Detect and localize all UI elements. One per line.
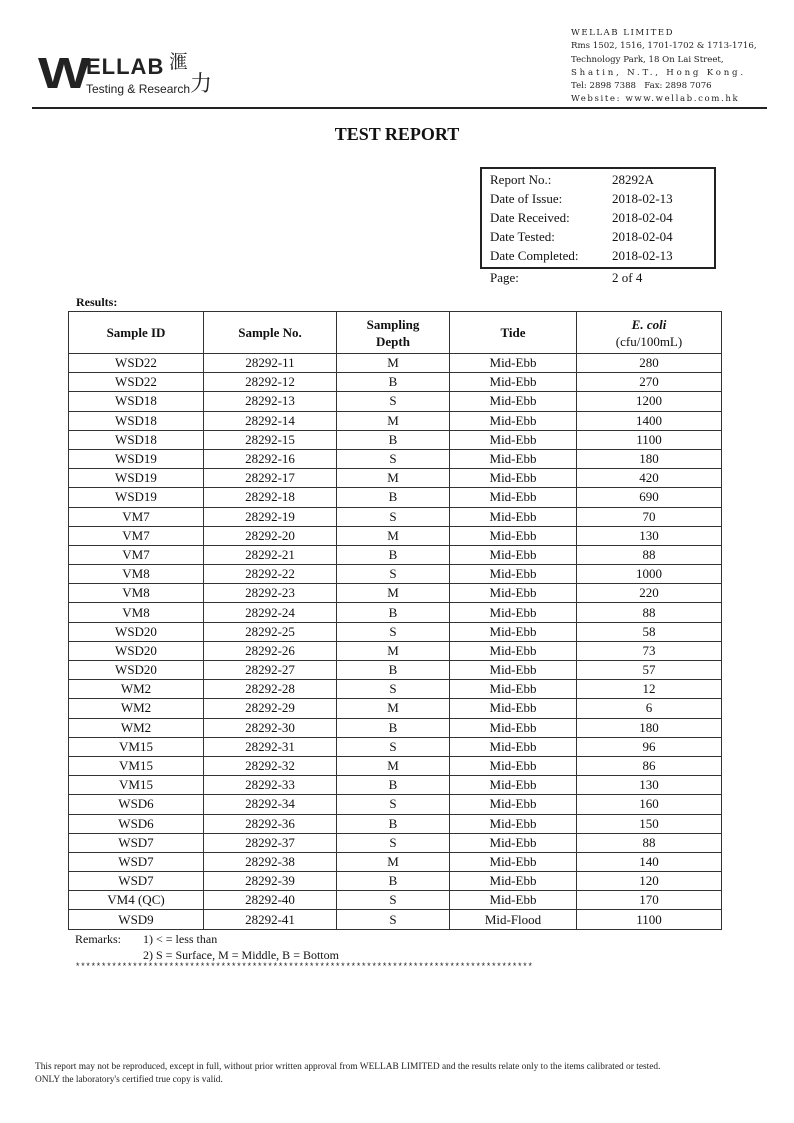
cell-ecoli: 1000 (577, 565, 722, 584)
cell-ecoli: 1400 (577, 411, 722, 430)
cell-sample-no: 28292-12 (204, 373, 337, 392)
cell-tide: Mid-Ebb (450, 833, 577, 852)
table-row (69, 814, 722, 833)
info-value: 2018-02-04 (612, 210, 673, 225)
cell-tide: Mid-Ebb (450, 430, 577, 449)
info-label: Date Tested: (490, 229, 555, 244)
table-row (69, 565, 722, 584)
cell-sampling-depth: B (337, 814, 450, 833)
cell-sample-id: WSD9 (69, 910, 204, 929)
cell-sample-id: VM8 (69, 565, 204, 584)
cell-tide: Mid-Ebb (450, 641, 577, 660)
table-row (69, 411, 722, 430)
cell-sample-id: VM7 (69, 526, 204, 545)
cell-tide: Mid-Ebb (450, 469, 577, 488)
table-row (69, 545, 722, 564)
cell-ecoli: 130 (577, 776, 722, 795)
cell-sampling-depth: S (337, 449, 450, 468)
logo-subtitle: Testing & Research (86, 82, 191, 96)
cell-sample-no: 28292-37 (204, 833, 337, 852)
cell-sample-id: VM8 (69, 584, 204, 603)
cell-sample-no: 28292-26 (204, 641, 337, 660)
table-row (69, 641, 722, 660)
info-label: Date Received: (490, 210, 570, 225)
cell-ecoli: 88 (577, 603, 722, 622)
cell-tide: Mid-Ebb (450, 584, 577, 603)
cell-tide: Mid-Ebb (450, 718, 577, 737)
info-value: 28292A (612, 172, 654, 187)
table-row (69, 756, 722, 775)
header-ecoli-name: E. coli (631, 316, 667, 332)
header-sample-id: Sample ID (69, 312, 204, 354)
logo-chinese-2: 力 (190, 71, 213, 96)
table-row (69, 469, 722, 488)
cell-sample-no: 28292-38 (204, 852, 337, 871)
cell-sample-no: 28292-29 (204, 699, 337, 718)
cell-sample-no: 28292-33 (204, 776, 337, 795)
cell-sampling-depth: M (337, 354, 450, 373)
cell-tide: Mid-Ebb (450, 872, 577, 891)
cell-sampling-depth: B (337, 776, 450, 795)
results-table-body (69, 354, 722, 930)
cell-sample-no: 28292-16 (204, 449, 337, 468)
cell-tide: Mid-Ebb (450, 411, 577, 430)
cell-sample-no: 28292-11 (204, 354, 337, 373)
cell-tide: Mid-Ebb (450, 354, 577, 373)
cell-ecoli: 220 (577, 584, 722, 603)
page-indicator (490, 270, 643, 286)
contact-line: Tel: 2898 7388 Fax: 2898 7076 (571, 81, 712, 92)
cell-sampling-depth: S (337, 737, 450, 756)
logo-chinese-1: 滙 (169, 52, 189, 73)
cell-ecoli: 140 (577, 852, 722, 871)
cell-sampling-depth: M (337, 469, 450, 488)
cell-sample-no: 28292-30 (204, 718, 337, 737)
cell-sample-id: WSD19 (69, 449, 204, 468)
table-row (69, 584, 722, 603)
results-heading: Results: (76, 295, 118, 309)
cell-sampling-depth: B (337, 545, 450, 564)
cell-sampling-depth: M (337, 852, 450, 871)
address-line-2: Technology Park, 18 On Lai Street, (571, 54, 724, 65)
table-row (69, 872, 722, 891)
wellab-logo (38, 50, 238, 100)
cell-tide: Mid-Ebb (450, 661, 577, 680)
header-depth-line2: Depth (376, 333, 410, 349)
cell-sample-id: VM7 (69, 507, 204, 526)
cell-ecoli: 12 (577, 680, 722, 699)
table-row (69, 354, 722, 373)
cell-ecoli: 280 (577, 354, 722, 373)
cell-sampling-depth: B (337, 430, 450, 449)
cell-sampling-depth: M (337, 584, 450, 603)
cell-ecoli: 130 (577, 526, 722, 545)
cell-sampling-depth: B (337, 661, 450, 680)
cell-sampling-depth: S (337, 392, 450, 411)
cell-sample-no: 28292-40 (204, 891, 337, 910)
info-value: 2018-02-04 (612, 229, 673, 244)
cell-sample-id: WSD6 (69, 795, 204, 814)
cell-sample-id: WM2 (69, 680, 204, 699)
cell-sampling-depth: M (337, 526, 450, 545)
table-header-row (69, 312, 722, 354)
cell-sample-no: 28292-13 (204, 392, 337, 411)
logo-brand: ELLAB (86, 54, 165, 79)
cell-tide: Mid-Ebb (450, 776, 577, 795)
cell-sampling-depth: S (337, 833, 450, 852)
table-row (69, 373, 722, 392)
table-row (69, 449, 722, 468)
cell-sample-id: VM4 (QC) (69, 891, 204, 910)
cell-tide: Mid-Ebb (450, 507, 577, 526)
cell-ecoli: 690 (577, 488, 722, 507)
cell-sampling-depth: S (337, 910, 450, 929)
header-divider (32, 107, 767, 109)
info-value: 2018-02-13 (612, 191, 673, 206)
table-row (69, 661, 722, 680)
cell-sampling-depth: S (337, 795, 450, 814)
table-row (69, 718, 722, 737)
cell-sample-id: WSD7 (69, 833, 204, 852)
cell-sample-id: WSD20 (69, 622, 204, 641)
cell-sample-id: WM2 (69, 718, 204, 737)
cell-sample-id: WM2 (69, 699, 204, 718)
table-row (69, 488, 722, 507)
info-label: Date Completed: (490, 248, 579, 263)
cell-tide: Mid-Ebb (450, 373, 577, 392)
cell-ecoli: 170 (577, 891, 722, 910)
cell-sample-no: 28292-39 (204, 872, 337, 891)
cell-sample-no: 28292-21 (204, 545, 337, 564)
footer-line-2: ONLY the laboratory's certified true copy is valid. (35, 1074, 223, 1085)
cell-sample-no: 28292-36 (204, 814, 337, 833)
header-sample-no: Sample No. (204, 312, 337, 354)
table-row (69, 622, 722, 641)
table-row (69, 833, 722, 852)
table-row (69, 699, 722, 718)
cell-sample-no: 28292-15 (204, 430, 337, 449)
header-ecoli-unit: (cfu/100mL) (615, 333, 683, 349)
cell-sample-id: VM8 (69, 603, 204, 622)
cell-sampling-depth: S (337, 891, 450, 910)
remarks-label: Remarks: (75, 932, 121, 946)
cell-ecoli: 57 (577, 661, 722, 680)
cell-sample-id: WSD18 (69, 392, 204, 411)
page-title: TEST REPORT (334, 124, 460, 144)
cell-sample-id: WSD18 (69, 430, 204, 449)
cell-tide: Mid-Ebb (450, 488, 577, 507)
cell-sample-id: WSD7 (69, 852, 204, 871)
table-row (69, 776, 722, 795)
table-row (69, 603, 722, 622)
cell-sample-id: WSD18 (69, 411, 204, 430)
cell-sampling-depth: B (337, 718, 450, 737)
header-depth-line1: Sampling (366, 316, 420, 332)
cell-ecoli: 1100 (577, 910, 722, 929)
cell-ecoli: 180 (577, 449, 722, 468)
cell-ecoli: 96 (577, 737, 722, 756)
header-sampling-depth (337, 312, 450, 354)
cell-sample-no: 28292-24 (204, 603, 337, 622)
cell-tide: Mid-Ebb (450, 795, 577, 814)
table-row (69, 910, 722, 929)
cell-sampling-depth: M (337, 411, 450, 430)
cell-sample-id: VM15 (69, 776, 204, 795)
cell-tide: Mid-Ebb (450, 680, 577, 699)
cell-sample-no: 28292-27 (204, 661, 337, 680)
cell-tide: Mid-Ebb (450, 545, 577, 564)
cell-sampling-depth: S (337, 507, 450, 526)
cell-sample-id: VM7 (69, 545, 204, 564)
remark-item-2: 2) S = Surface, M = Middle, B = Bottom (143, 947, 339, 962)
cell-sampling-depth: S (337, 565, 450, 584)
logo-letter-w: W (38, 49, 85, 98)
table-row (69, 852, 722, 871)
cell-ecoli: 6 (577, 699, 722, 718)
company-name: WELLAB LIMITED (571, 28, 674, 38)
cell-tide: Mid-Ebb (450, 526, 577, 545)
cell-sample-no: 28292-23 (204, 584, 337, 603)
cell-ecoli: 1200 (577, 392, 722, 411)
cell-sample-no: 28292-20 (204, 526, 337, 545)
cell-tide: Mid-Ebb (450, 565, 577, 584)
cell-ecoli: 73 (577, 641, 722, 660)
table-row (69, 526, 722, 545)
cell-ecoli: 180 (577, 718, 722, 737)
table-row (69, 891, 722, 910)
cell-tide: Mid-Ebb (450, 814, 577, 833)
cell-ecoli: 160 (577, 795, 722, 814)
cell-tide: Mid-Ebb (450, 699, 577, 718)
table-row (69, 392, 722, 411)
cell-sampling-depth: B (337, 603, 450, 622)
cell-ecoli: 1100 (577, 430, 722, 449)
report-info-box (480, 167, 716, 269)
info-value: 2018-02-13 (612, 248, 673, 263)
cell-tide: Mid-Ebb (450, 622, 577, 641)
cell-ecoli: 88 (577, 833, 722, 852)
cell-sample-no: 28292-25 (204, 622, 337, 641)
cell-tide: Mid-Ebb (450, 603, 577, 622)
cell-ecoli: 58 (577, 622, 722, 641)
cell-sample-no: 28292-41 (204, 910, 337, 929)
cell-sampling-depth: M (337, 699, 450, 718)
company-address-block (571, 27, 771, 107)
cell-tide: Mid-Ebb (450, 891, 577, 910)
cell-sampling-depth: M (337, 756, 450, 775)
cell-sample-no: 28292-18 (204, 488, 337, 507)
info-label: Date of Issue: (490, 191, 563, 206)
cell-sampling-depth: B (337, 488, 450, 507)
table-row (69, 795, 722, 814)
cell-sample-no: 28292-28 (204, 680, 337, 699)
cell-sample-id: VM15 (69, 737, 204, 756)
cell-ecoli: 70 (577, 507, 722, 526)
cell-tide: Mid-Flood (450, 910, 577, 929)
cell-sample-no: 28292-31 (204, 737, 337, 756)
cell-sample-id: WSD20 (69, 641, 204, 660)
cell-sample-id: WSD22 (69, 354, 204, 373)
footer-disclaimer (35, 1061, 775, 1086)
cell-ecoli: 120 (577, 872, 722, 891)
cell-sample-no: 28292-34 (204, 795, 337, 814)
cell-sampling-depth: B (337, 872, 450, 891)
cell-sample-id: WSD19 (69, 469, 204, 488)
table-row (69, 737, 722, 756)
address-line-1: Rms 1502, 1516, 1701-1702 & 1713-1716, (571, 41, 757, 52)
cell-sampling-depth: B (337, 373, 450, 392)
cell-sampling-depth: M (337, 641, 450, 660)
remark-item-1: 1) < = less than (143, 932, 218, 946)
table-row (69, 680, 722, 699)
cell-sample-id: WSD6 (69, 814, 204, 833)
cell-sample-no: 28292-32 (204, 756, 337, 775)
cell-sample-no: 28292-19 (204, 507, 337, 526)
info-label: Report No.: (490, 172, 552, 187)
cell-sample-no: 28292-14 (204, 411, 337, 430)
header-ecoli (577, 312, 722, 354)
table-row (69, 430, 722, 449)
cell-sample-id: VM15 (69, 756, 204, 775)
cell-ecoli: 88 (577, 545, 722, 564)
cell-tide: Mid-Ebb (450, 449, 577, 468)
results-table (68, 311, 722, 930)
cell-sample-id: WSD19 (69, 488, 204, 507)
cell-sample-id: WSD7 (69, 872, 204, 891)
header-tide: Tide (450, 312, 577, 354)
table-row (69, 507, 722, 526)
cell-sampling-depth: S (337, 680, 450, 699)
cell-ecoli: 270 (577, 373, 722, 392)
cell-ecoli: 420 (577, 469, 722, 488)
footer-line-1: This report may not be reproduced, except in full, without prior written approval from WELLAB LIMITED and the results relate only to the items calibrated or tested. (35, 1062, 661, 1072)
address-line-3: Shatin, N.T., Hong Kong. (571, 67, 746, 78)
cell-ecoli: 150 (577, 814, 722, 833)
website-line: Website: www.wellab.com.hk (571, 94, 740, 105)
cell-sample-no: 28292-17 (204, 469, 337, 488)
cell-sampling-depth: S (337, 622, 450, 641)
page-label: Page: (490, 270, 519, 285)
cell-sample-id: WSD22 (69, 373, 204, 392)
cell-tide: Mid-Ebb (450, 756, 577, 775)
cell-tide: Mid-Ebb (450, 392, 577, 411)
cell-tide: Mid-Ebb (450, 737, 577, 756)
cell-ecoli: 86 (577, 756, 722, 775)
end-of-report-separator: **************************************************************************************** (75, 962, 533, 972)
page-value: 2 of 4 (612, 270, 643, 285)
cell-sample-no: 28292-22 (204, 565, 337, 584)
cell-tide: Mid-Ebb (450, 852, 577, 871)
cell-sample-id: WSD20 (69, 661, 204, 680)
